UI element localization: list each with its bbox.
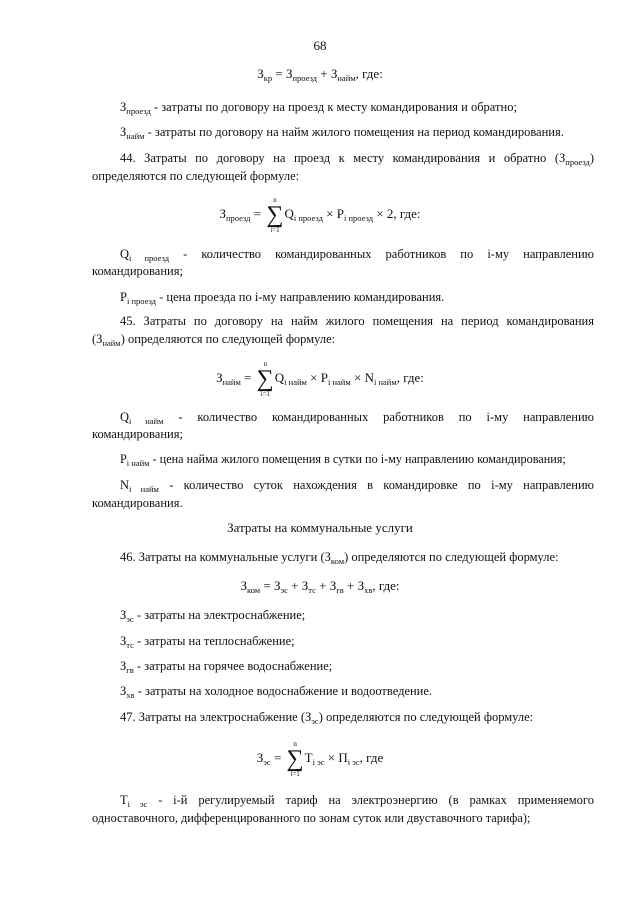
page-number: 68 <box>313 38 327 53</box>
definition-z-naim: $З_{найм}$ - затраты по договору на найм жилого помещения на период командирования. <box>120 125 564 141</box>
definition-t-es-line1: $Т_{i эс} - i-й$ регулируемый тариф на электроэнергию (в рамках применяемого <box>120 793 594 809</box>
definition-p-proezd: $P_{i проезд}$ - цена проезда по i-му направлению командирования. <box>120 290 445 306</box>
paragraph-47: 47. Затраты на электроснабжение $(З_{эс})$ определяются по следующей формуле: <box>120 710 534 726</box>
sum-symbol: n ∑ i=1 <box>256 360 274 398</box>
sum-symbol: n ∑ i=1 <box>286 740 304 778</box>
paragraph-44-line2: определяются по следующей формуле: <box>92 169 300 183</box>
formula-44: $З_{проезд}$ = n ∑ i=1 $Q_{i проезд} \times P_{i проезд} \times 2$, где: <box>219 196 421 234</box>
definition-z-gv: $З_{гв}$ - затраты на горячее водоснабжение; <box>120 659 333 675</box>
formula-46: $З_{ком} = З_{эс} + З_{тс} + З_{гв} + З_{хв}$, где: <box>240 578 400 595</box>
formula-kr: $З_{кр} = З_{проезд} + З_{найм}$, где: <box>257 66 383 83</box>
formula-45: $З_{найм}$ = n ∑ i=1 $Q_{i найм} \times P_{i найм} \times N_{i найм}$, где: <box>216 360 424 398</box>
formula-47: $З_{эс}$ = n ∑ i=1 $Т_{i эс} \times П_{i эс}$, где <box>256 740 384 778</box>
definition-q-naim-line2: командирования; <box>92 427 183 441</box>
definition-n-naim-line1: $N_{i найм}$ - количество суток нахождения в командировке по i-му направлению <box>120 478 594 494</box>
definition-p-naim: $P_{i найм}$ - цена найма жилого помещения в сутки по i-му направлению командирования; <box>120 452 566 468</box>
section-heading: Затраты на коммунальные услуги <box>227 520 413 535</box>
definition-q-proezd-line1: $Q_{i проезд}$ - количество командированных работников по i-му направлению <box>120 247 594 263</box>
sum-symbol: n ∑ i=1 <box>266 196 284 234</box>
definition-q-naim-line1: $Q_{i найм}$ - количество командированных работников по i-му направлению <box>120 410 594 426</box>
paragraph-46: 46. Затраты на коммунальные услуги $(З_{ком})$ определяются по следующей формуле: <box>120 550 559 566</box>
definition-n-naim-line2: командирования. <box>92 496 183 510</box>
definition-z-proezd: $З_{проезд}$ - затраты по договору на проезд к месту командирования и обратно; <box>120 100 517 116</box>
definition-z-hv: $З_{хв}$ - затраты на холодное водоснабжение и водоотведение. <box>120 684 433 700</box>
paragraph-45-line1: 45. Затраты по договору на найм жилого помещения на период командирования <box>120 314 594 328</box>
definition-q-proezd-line2: командирования; <box>92 264 183 278</box>
paragraph-44-line1: 44. Затраты по договору на проезд к месту командирования и обратно $(З_{проезд})$ <box>120 151 594 167</box>
definition-z-ts: $З_{тс}$ - затраты на теплоснабжение; <box>120 634 295 650</box>
definition-z-es: $З_{эс}$ - затраты на электроснабжение; <box>120 608 306 624</box>
definition-t-es-line2: одноставочного, дифференцированного по зонам суток или двуставочного тарифа); <box>92 811 531 825</box>
paragraph-45-line2: $(З_{найм})$ определяются по следующей формуле: <box>92 332 336 348</box>
